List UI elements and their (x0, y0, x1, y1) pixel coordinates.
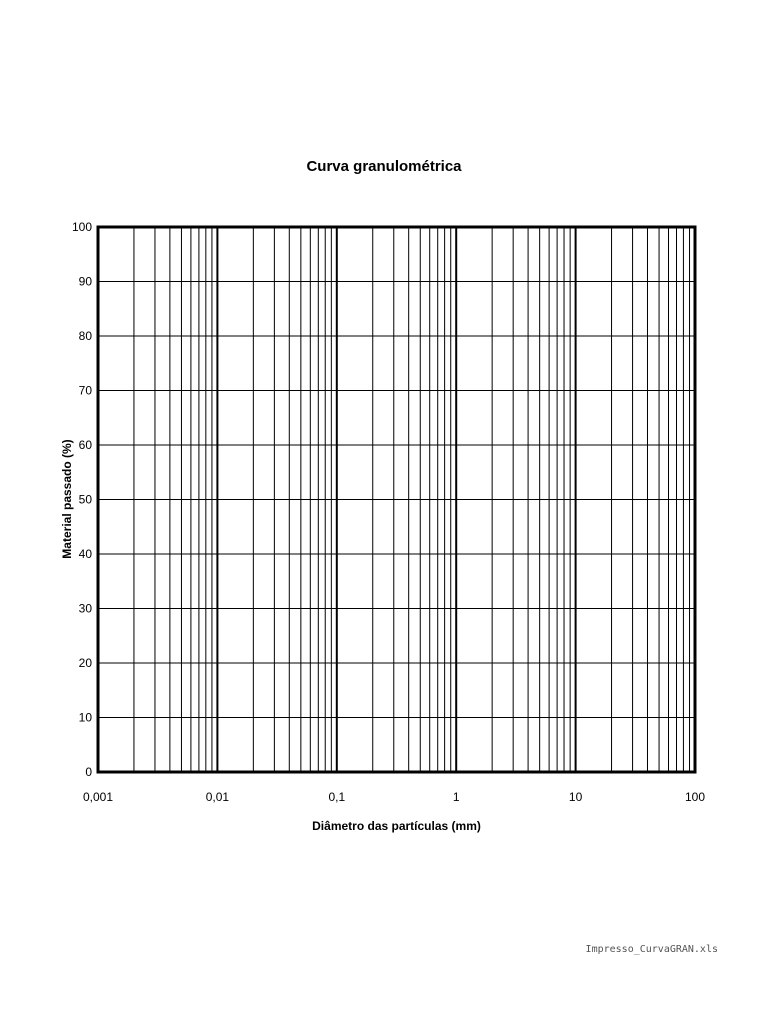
y-tick-label: 30 (78, 601, 92, 616)
y-tick-label: 0 (85, 765, 92, 779)
x-tick-labels (83, 790, 705, 804)
y-axis-title: Material passado (%) (60, 439, 74, 559)
y-tick-label: 10 (78, 710, 92, 725)
x-tick-label: 100 (684, 790, 706, 804)
x-tick-label: 0,01 (205, 790, 230, 804)
y-tick-label: 50 (78, 492, 92, 507)
x-axis-title: Diâmetro das partículas (mm) (312, 819, 481, 833)
x-tick-label: 0,001 (82, 790, 114, 804)
y-tick-label: 100 (71, 220, 92, 234)
x-tick-label: 10 (568, 790, 583, 804)
major-gridlines (98, 227, 695, 772)
x-tick-label: 0,1 (328, 790, 346, 804)
y-tick-labels (72, 220, 92, 779)
y-tick-label: 70 (78, 383, 92, 398)
y-tick-label: 60 (78, 438, 92, 452)
y-tick-label: 80 (78, 329, 92, 343)
footer-filename: Impresso_CurvaGRAN.xls (585, 944, 718, 955)
y-tick-label: 90 (78, 274, 92, 289)
y-tick-label: 20 (78, 656, 92, 670)
x-tick-label: 1 (452, 790, 460, 804)
y-tick-label: 40 (78, 547, 92, 561)
chart-title: Curva granulométrica (306, 158, 462, 175)
